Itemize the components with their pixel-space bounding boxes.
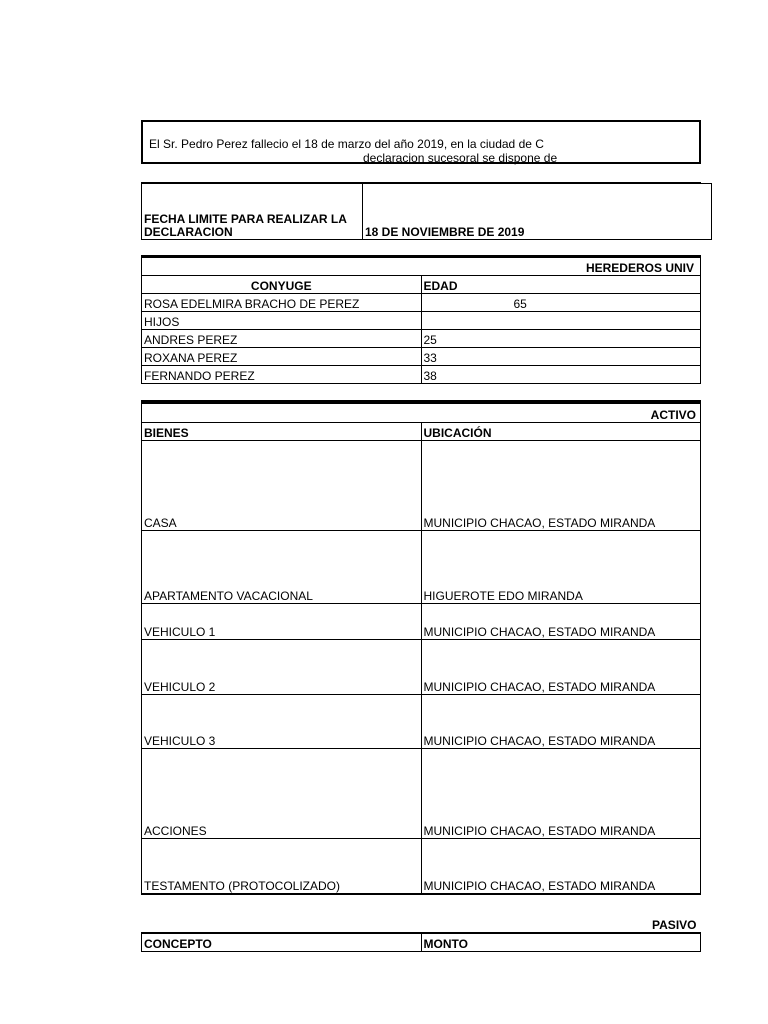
asset-item: VEHICULO 3 xyxy=(142,695,422,749)
table-row xyxy=(142,749,701,839)
table-row xyxy=(142,531,701,604)
heir-name: ANDRES PEREZ xyxy=(142,330,422,348)
table-row xyxy=(142,839,701,895)
heir-age: 38 xyxy=(421,366,701,384)
heirs-title: HEREDEROS UNIV xyxy=(142,258,701,276)
asset-location: MUNICIPIO CHACAO, ESTADO MIRANDA xyxy=(421,640,701,695)
heir-age: 25 xyxy=(421,330,701,348)
table-row xyxy=(142,294,701,312)
table-row xyxy=(142,330,701,348)
deadline-table xyxy=(141,182,701,240)
heir-name: ROSA EDELMIRA BRACHO DE PEREZ xyxy=(142,294,422,312)
deadline-label: FECHA LIMITE PARA REALIZAR LA DECLARACION xyxy=(142,184,363,240)
table-row xyxy=(142,441,701,531)
heirs-col-spouse: CONYUGE xyxy=(142,276,422,294)
asset-item: APARTAMENTO VACACIONAL xyxy=(142,531,422,604)
intro-line-1: El Sr. Pedro Perez fallecio el 18 de marzo del año 2019, en la ciudad de C xyxy=(149,137,544,151)
asset-item: CASA xyxy=(142,441,422,531)
assets-col-goods: BIENES xyxy=(142,423,422,441)
asset-location: HIGUEROTE EDO MIRANDA xyxy=(421,531,701,604)
heir-name: ROXANA PEREZ xyxy=(142,348,422,366)
table-row xyxy=(142,348,701,366)
heir-name: FERNANDO PEREZ xyxy=(142,366,422,384)
heirs-col-age: EDAD xyxy=(421,276,701,294)
assets-col-location: UBICACIÓN xyxy=(421,423,701,441)
asset-location: MUNICIPIO CHACAO, ESTADO MIRANDA xyxy=(421,839,701,895)
table-row xyxy=(142,366,701,384)
liabilities-col-concept: CONCEPTO xyxy=(142,933,422,952)
asset-item: VEHICULO 2 xyxy=(142,640,422,695)
intro-line-2: declaracion sucesoral se dispone de xyxy=(363,151,558,165)
asset-location: MUNICIPIO CHACAO, ESTADO MIRANDA xyxy=(421,604,701,640)
asset-location: MUNICIPIO CHACAO, ESTADO MIRANDA xyxy=(421,441,701,531)
deadline-value: 18 DE NOVIEMBRE DE 2019 xyxy=(363,184,712,240)
heir-age: 65 xyxy=(421,294,701,312)
heirs-table xyxy=(141,255,701,384)
table-row xyxy=(142,640,701,695)
heir-name: HIJOS xyxy=(142,312,422,330)
spreadsheet-page xyxy=(141,0,697,1024)
asset-location: MUNICIPIO CHACAO, ESTADO MIRANDA xyxy=(421,695,701,749)
heir-age xyxy=(421,312,701,330)
liabilities-title: PASIVO xyxy=(652,918,697,932)
asset-item: ACCIONES xyxy=(142,749,422,839)
liabilities-table xyxy=(141,914,701,952)
asset-item: TESTAMENTO (PROTOCOLIZADO) xyxy=(142,839,422,895)
assets-table xyxy=(141,400,701,895)
table-row xyxy=(142,695,701,749)
liabilities-col-amount: MONTO xyxy=(421,933,701,952)
asset-item: VEHICULO 1 xyxy=(142,604,422,640)
asset-location: MUNICIPIO CHACAO, ESTADO MIRANDA xyxy=(421,749,701,839)
table-row xyxy=(142,604,701,640)
assets-title: ACTIVO xyxy=(142,404,701,423)
intro-box xyxy=(141,120,701,164)
table-row xyxy=(142,312,701,330)
heir-age: 33 xyxy=(421,348,701,366)
